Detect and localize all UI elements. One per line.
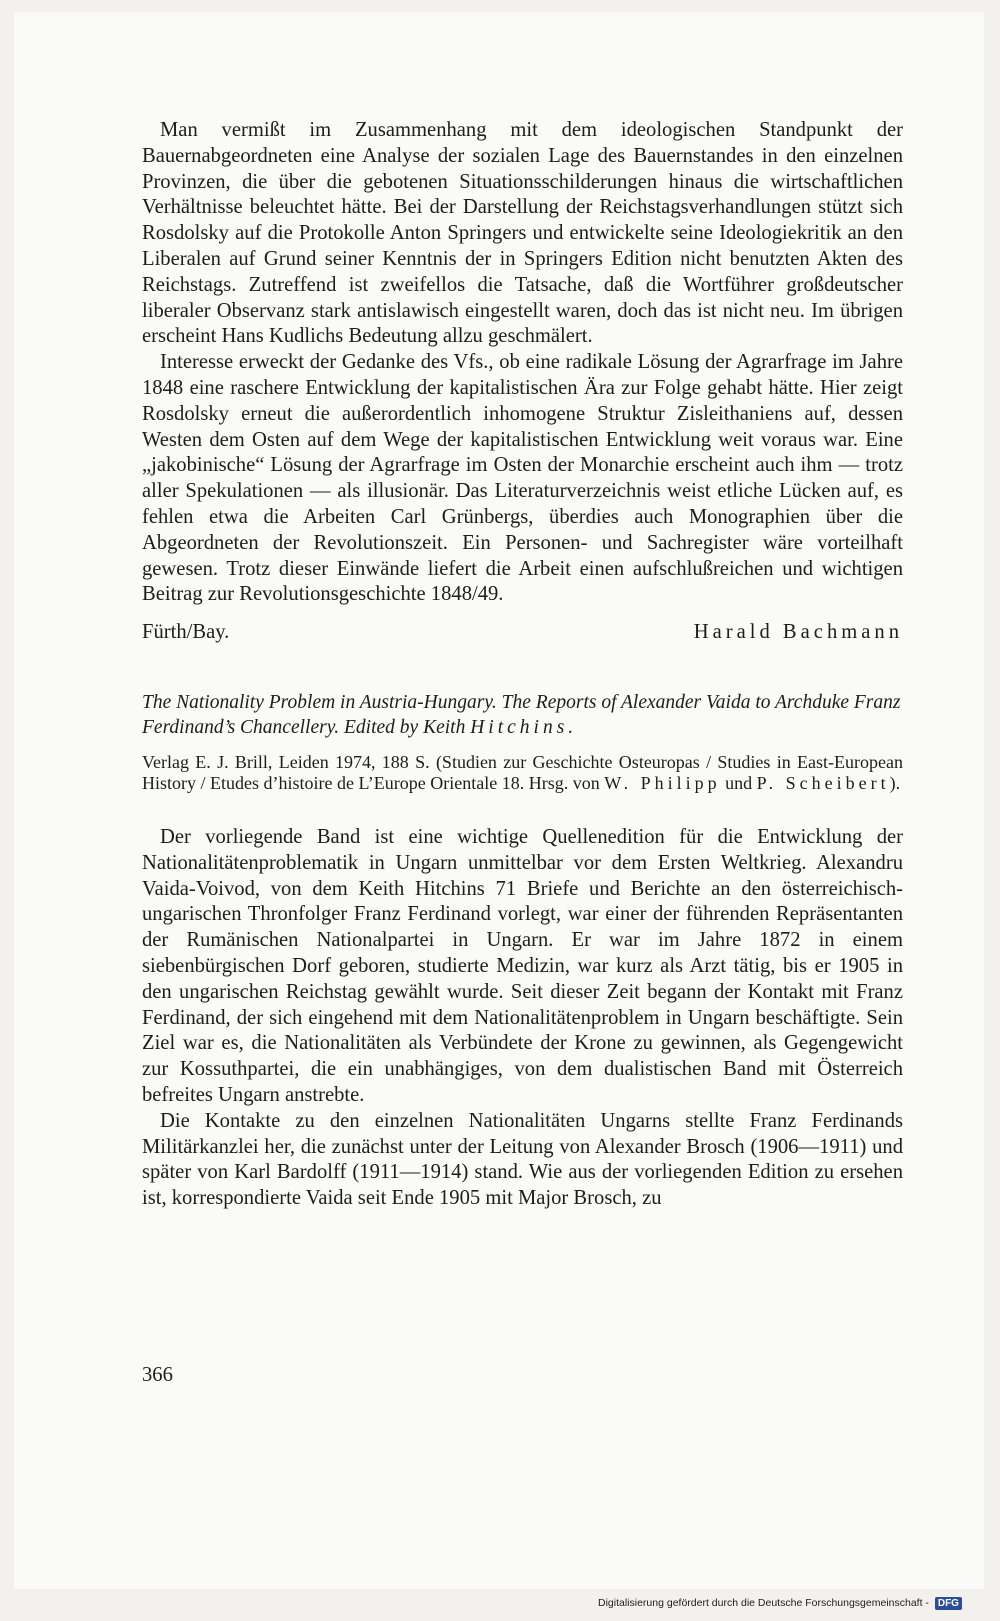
paragraph: Der vorliegende Band ist eine wichtige Quellenedition für die Entwicklung der Nationalitätenproblematik in Ungarn unmittelbar vor dem Ersten Weltkrieg. Alexandru Vaida-Voivod, von dem Keith Hitchins 71 Briefe und Berichte an den österreichisch-ungarischen Thronfolger Franz Ferdinand vorlegt, war einer der führenden Repräsentanten der Rumänischen Nationalpartei in Ungarn. Er war im Jahre 1872 in einem siebenbürgischen Dorf geboren, studierte Medizin, war kurz als Arzt tätig, bis er 1905 in den ungarischen Reichstag gewählt wurde. Seit dieser Zeit begann der Kontakt mit Franz Ferdinand, der sich eingehend mit dem Nationalitätenproblem in Ungarn beschäftigte. Sein Ziel war es, die Nationalitäten als Verbündete der Krone zu gewinnen, als Gegengewicht zur Kossuthpartei, die ein unabhängiges, von dem dualistischen Band mit Österreich befreites Ungarn anstrebte. (142, 825, 903, 1106)
signature-author: Harald Bachmann (693, 621, 903, 644)
publication-info (142, 752, 903, 795)
reviewed-book-title (142, 690, 903, 740)
pub-editor-1: W. Philipp (604, 773, 721, 794)
paragraph: Man vermißt im Zusammenhang mit dem ideologischen Standpunkt der Bauernabgeordneten eine Analyse der sozialen Lage des Bauernstandes in den einzelnen Provinzen, die über die gebotenen Situationsschilderungen hinaus die wirtschaftlichen Verhältnisse beleuchtet hätte. Bei der Darstellung der Reichstagsverhandlungen stützt sich Rosdolsky auf die Protokolle Anton Springers und entwickelte seine Ideologiekritik an den Liberalen auf Grund seiner Kenntnis der in Springers Edition nicht benutzten Akten des Reichstags. Zutreffend ist zweifellos die Tatsache, daß die Wortführer großdeutscher liberaler Observanz stark antislawisch eingestellt waren, doch das ist nicht neu. Im übrigen erscheint Hans Kudlichs Bedeutung allzu geschmälert. (142, 119, 903, 348)
footer-text: Digitalisierung gefördert durch die Deutsche Forschungsgemeinschaft - (598, 1597, 929, 1609)
pub-editor-2: P. Scheibert (756, 773, 890, 794)
page-text (142, 118, 903, 1212)
page-number: 366 (142, 1364, 173, 1386)
title-editor: Hitchins. (470, 716, 578, 738)
title-text: The Nationality Problem in Austria-Hungary. The Reports of Alexander Vaida to Archduke Franz Ferdinand’s Chancellery. Edited by Keith (142, 691, 901, 738)
pub-and: und (725, 773, 753, 794)
dfg-logo: DFG (935, 1597, 962, 1610)
pub-end: ). (889, 773, 901, 794)
review-signature (142, 620, 903, 646)
digitization-footer (598, 1597, 962, 1610)
paragraph: Interesse erweckt der Gedanke des Vfs., ob eine radikale Lösung der Agrarfrage im Jahre 1848 eine raschere Entwicklung der kapitalistischen Ära zur Folge gehabt hätte. Hier zeigt Rosdolsky erneut die außerordentlich inhomogene Struktur Zisleithaniens auf, dessen Westen dem Osten auf dem Wege der kapitalistischen Entwicklung weit voraus war. Eine „jakobinische“ Lösung der Agrarfrage im Osten der Monarchie erscheint auch ihm — trotz aller Spekulationen — als illusionär. Das Literaturverzeichnis weist etliche Lücken auf, es fehlen etwa die Arbeiten Carl Grünbergs, überdies auch Monographien über die Abgeordneten der Revolutionszeit. Ein Personen- und Sachregister wäre vorteilhaft gewesen. Trotz dieser Einwände liefert die Arbeit einen aufschlußreichen und wichtigen Beitrag zur Revolutionsgeschichte 1848/49. (142, 351, 903, 606)
paragraph: Die Kontakte zu den einzelnen Nationalitäten Ungarns stellte Franz Ferdinands Militärkanzlei her, die zunächst unter der Leitung von Alexander Brosch (1906—1911) und später von Karl Bardolff (1911—1914) stand. Wie aus der vorliegenden Edition zu ersehen ist, korrespondierte Vaida seit Ende 1905 mit Major Brosch, zu (142, 1109, 903, 1210)
signature-place: Fürth/Bay. (142, 621, 230, 644)
pub-text: Verlag E. J. Brill, Leiden 1974, 188 S. (Studien zur Geschichte Osteuropas / Studies in East-European History / Etudes d’histoire de L’Europe Orientale 18. Hrsg. von (142, 751, 903, 794)
